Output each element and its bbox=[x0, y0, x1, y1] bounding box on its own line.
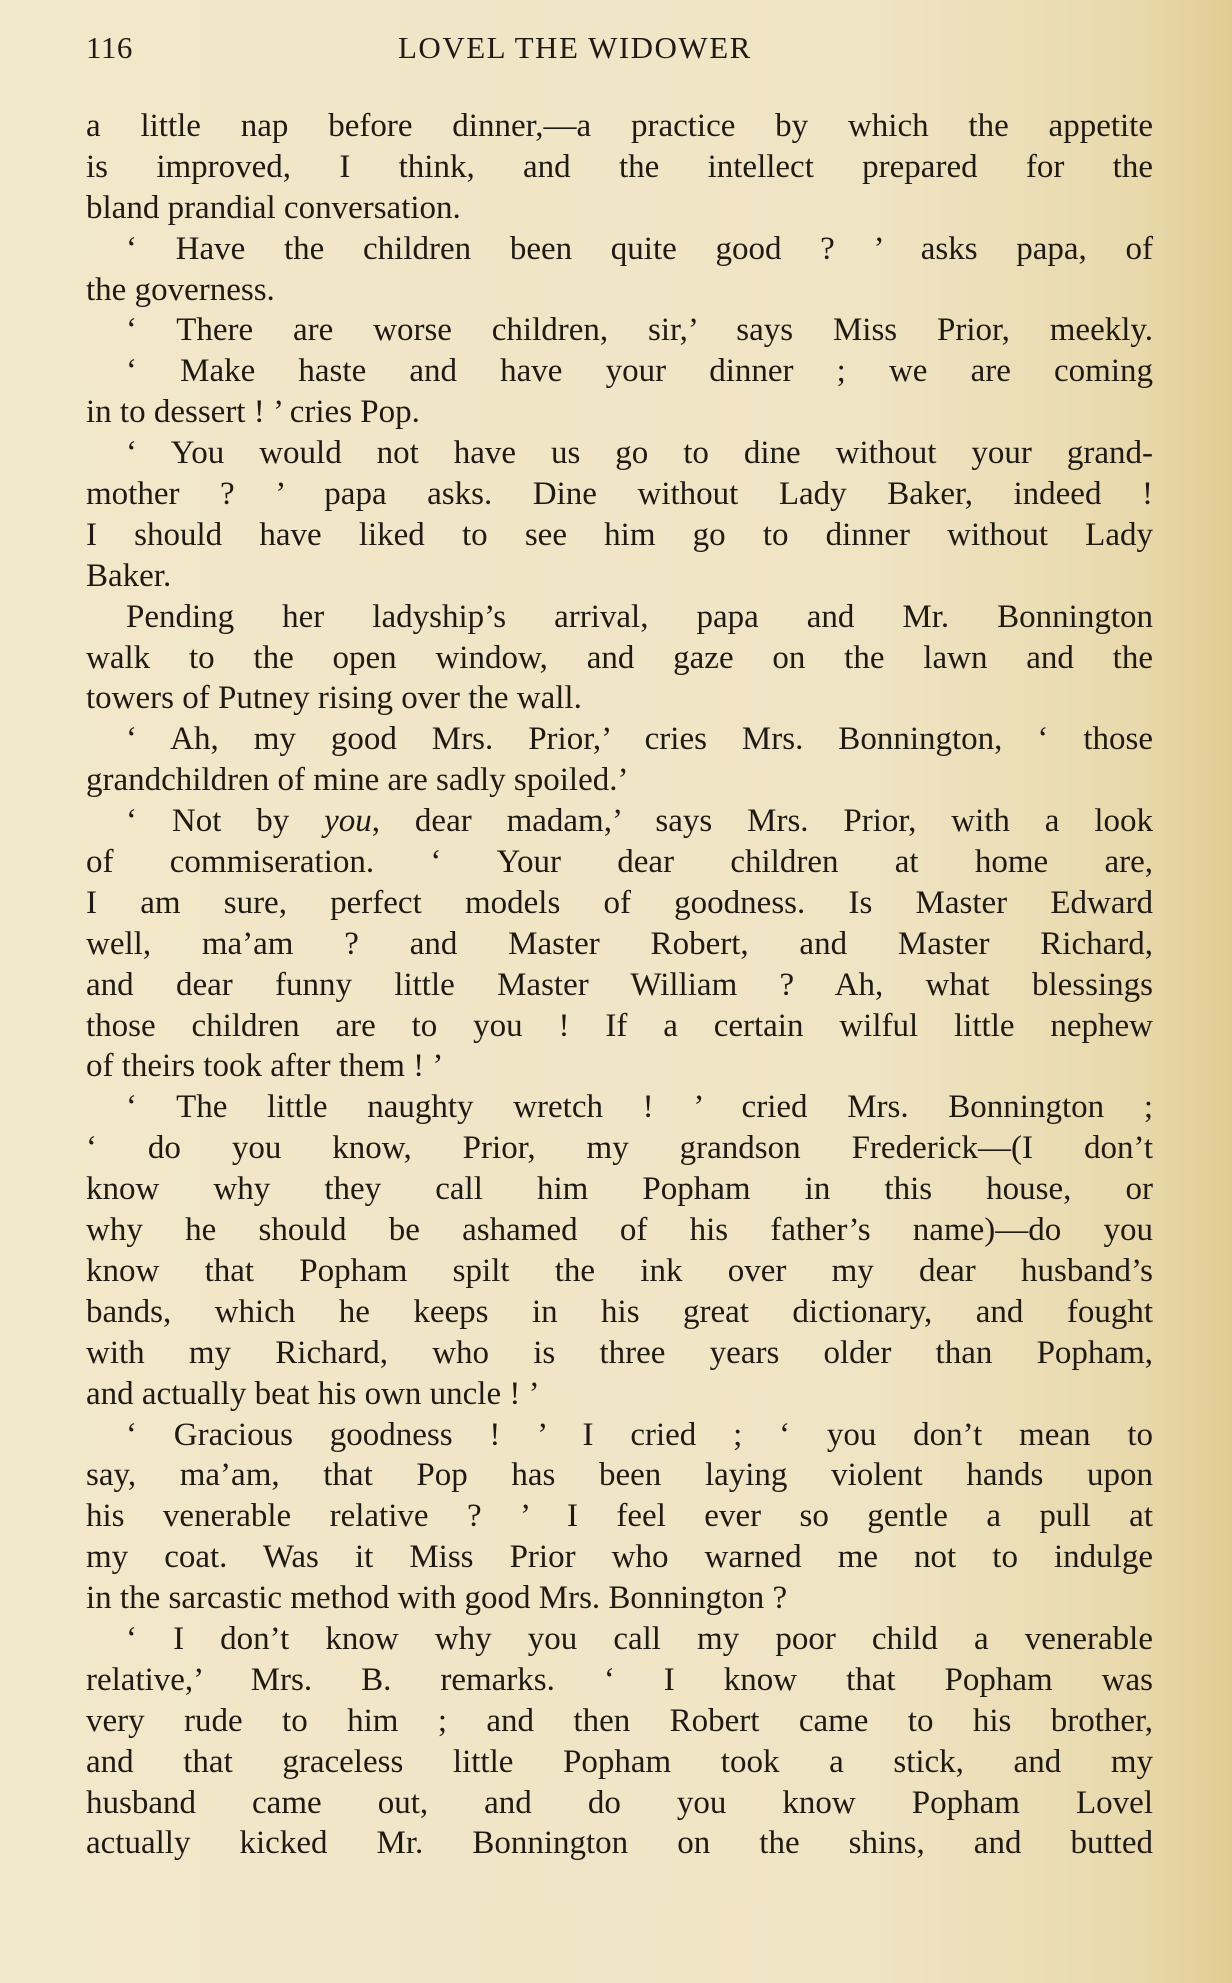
text-line-20: I am sure, perfect models of goodness. Is Master Edward bbox=[86, 884, 1153, 921]
text-line-14: walk to the open window, and gaze on the lawn and the bbox=[86, 639, 1153, 676]
text-line-8: in to dessert ! ’ cries Pop. bbox=[86, 394, 420, 431]
text-line-17: grandchildren of mine are sadly spoiled.’ bbox=[86, 762, 629, 799]
text-line-37: in the sarcastic method with good Mrs. Bonnington ? bbox=[86, 1580, 788, 1617]
text-line-38: ‘ I don’t know why you call my poor child a venerable bbox=[126, 1620, 1153, 1657]
text-line-4: ‘ Have the children been quite good ? ’ asks papa, of bbox=[126, 230, 1153, 267]
text-line-39: relative,’ Mrs. B. remarks. ‘ I know that Popham was bbox=[86, 1661, 1153, 1698]
text-line-19: of commiseration. ‘ Your dear children at home are, bbox=[86, 844, 1153, 881]
text-line-13: Pending her ladyship’s arrival, papa and Mr. Bonnington bbox=[126, 598, 1153, 635]
text-line-34: say, ma’am, that Pop has been laying violent hands upon bbox=[86, 1457, 1153, 1494]
text-line-33: ‘ Gracious goodness ! ’ I cried ; ‘ you don’t mean to bbox=[126, 1416, 1153, 1453]
text-line-24: of theirs took after them ! ’ bbox=[86, 1048, 444, 1085]
text-line-11: I should have liked to see him go to dinner without Lady bbox=[86, 516, 1153, 553]
text-line-3: bland prandial conversation. bbox=[86, 189, 461, 226]
text-line-30: bands, which he keeps in his great dictionary, and fought bbox=[86, 1293, 1153, 1330]
text-line-35: his venerable relative ? ’ I feel ever so gentle a pull at bbox=[86, 1498, 1153, 1535]
text-line-7: ‘ Make haste and have your dinner ; we are coming bbox=[126, 353, 1153, 390]
text-line-21: well, ma’am ? and Master Robert, and Master Richard, bbox=[86, 925, 1153, 962]
running-title: LOVEL THE WIDOWER bbox=[398, 30, 752, 65]
text-line-26: ‘ do you know, Prior, my grandson Frederick—(I don’t bbox=[86, 1130, 1153, 1167]
text-line-27: know why they call him Popham in this house, or bbox=[86, 1171, 1153, 1208]
text-line-9: ‘ You would not have us go to dine without your grand- bbox=[126, 435, 1153, 472]
page-number: 116 bbox=[86, 30, 133, 65]
text-line-5: the governess. bbox=[86, 271, 275, 308]
text-line-42: husband came out, and do you know Popham Lovel bbox=[86, 1784, 1153, 1821]
text-line-16: ‘ Ah, my good Mrs. Prior,’ cries Mrs. Bonnington, ‘ those bbox=[126, 721, 1153, 758]
text-line-36: my coat. Was it Miss Prior who warned me not to indulge bbox=[86, 1539, 1153, 1576]
running-head bbox=[86, 30, 1153, 74]
text-line-6: ‘ There are worse children, sir,’ says Miss Prior, meekly. bbox=[126, 312, 1153, 349]
emphasized-word: you bbox=[324, 803, 372, 840]
text-line-1: a little nap before dinner,—a practice by which the appetite bbox=[86, 108, 1153, 144]
text-line-15: towers of Putney rising over the wall. bbox=[86, 680, 582, 717]
text-line-29: know that Popham spilt the ink over my dear husband’s bbox=[86, 1252, 1153, 1289]
text-line-41: and that graceless little Popham took a stick, and my bbox=[86, 1743, 1153, 1780]
text-line-12: Baker. bbox=[86, 557, 172, 594]
text-line-32: and actually beat his own uncle ! ’ bbox=[86, 1375, 540, 1412]
text-line-22: and dear funny little Master William ? Ah, what blessings bbox=[86, 966, 1153, 1003]
text-line-31: with my Richard, who is three years older than Popham, bbox=[86, 1334, 1153, 1371]
text-line-18 bbox=[86, 801, 1153, 842]
text-line-40: very rude to him ; and then Robert came to his brother, bbox=[86, 1702, 1153, 1739]
body-text bbox=[86, 106, 1153, 1864]
text-line-18-rest: , dear madam,’ says Mrs. Prior, with a look bbox=[371, 803, 1153, 840]
text-line-43: actually kicked Mr. Bonnington on the shins, and butted bbox=[86, 1825, 1153, 1862]
text-line-25: ‘ The little naughty wretch ! ’ cried Mrs. Bonnington ; bbox=[126, 1089, 1153, 1126]
text-line-23: those children are to you ! If a certain wilful little nephew bbox=[86, 1007, 1153, 1044]
text-line-18-start: ‘ Not by bbox=[126, 803, 325, 840]
text-line-28: why he should be ashamed of his father’s name)—do you bbox=[86, 1212, 1153, 1249]
text-line-2: is improved, I think, and the intellect prepared for the bbox=[86, 148, 1153, 185]
text-line-10: mother ? ’ papa asks. Dine without Lady Baker, indeed ! bbox=[86, 476, 1153, 513]
